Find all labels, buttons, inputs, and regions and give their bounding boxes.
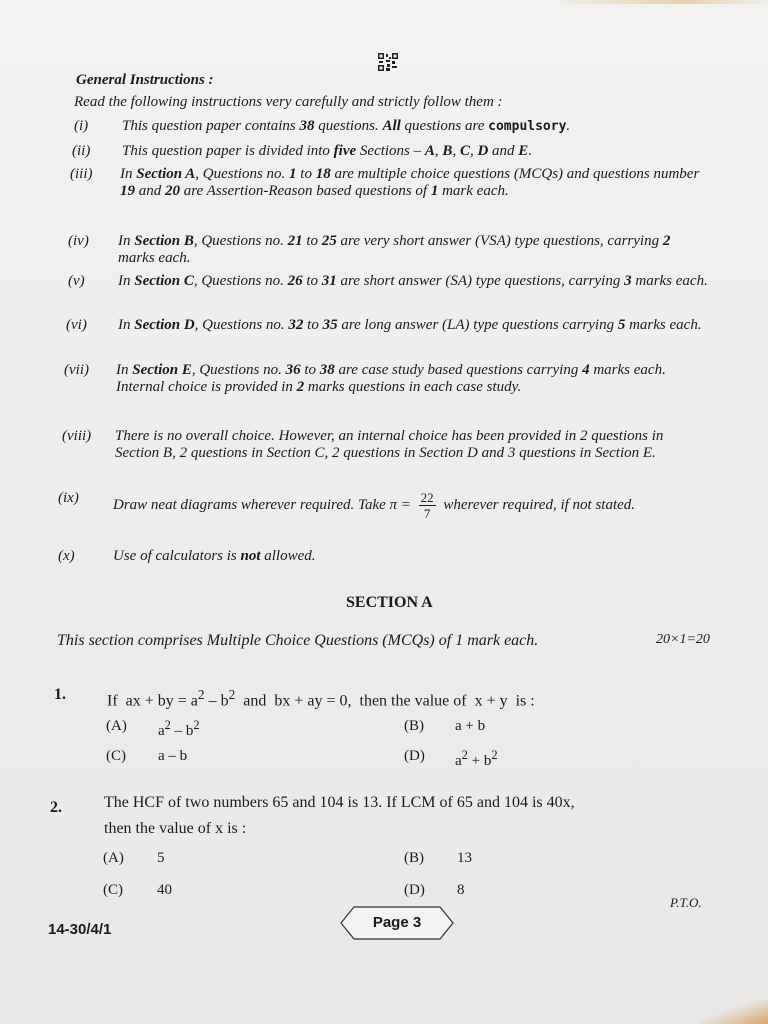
option-value: a – b	[158, 748, 188, 764]
option-label: (B)	[404, 850, 424, 866]
question-text: The HCF of two numbers 65 and 104 is 13. If LCM of 65 and 104 is 40x, then the value of x is :	[104, 794, 575, 837]
option-value: $a^2 - b^2$	[158, 718, 200, 739]
option-label: (A)	[106, 718, 127, 734]
page-number-box	[340, 906, 454, 940]
instruction-text: In Section C, Questions no. 26 to 31 are short answer (SA) type questions, carrying 3 marks each.	[118, 273, 708, 289]
instruction-text: This question paper is divided into five Sections – A, B, C, D and E.	[122, 143, 533, 159]
page-corner-shadow	[700, 1000, 768, 1024]
option-label: (D)	[404, 882, 425, 898]
option-value: 5	[157, 850, 165, 866]
section-description: This section comprises Multiple Choice Questions (MCQs) of 1 mark each.	[57, 632, 539, 649]
option-value: 40	[157, 882, 172, 898]
option-label: (C)	[103, 882, 123, 898]
question-text: If ax + by = $a^2 - b^2$ and bx + ay = 0, then the value of x + y is :	[107, 687, 535, 710]
section-marks: 20×1=20	[656, 632, 710, 647]
instruction-number: (iii)	[70, 166, 93, 182]
instruction-number: (i)	[74, 118, 89, 134]
instruction-text: In Section A, Questions no. 1 to 18 are multiple choice questions (MCQs) and questions number 19 and 20 are Assertion-Reason based questions of 1 mark each.	[120, 166, 700, 199]
instruction-number: (vii)	[64, 362, 89, 378]
instruction-text: In Section E, Questions no. 36 to 38 are case study based questions carrying 4 marks each. Internal choice is provided in 2 marks questions in each case study.	[116, 362, 666, 395]
option-value: 13	[457, 850, 472, 866]
question-number: 1.	[54, 686, 66, 703]
instruction-text: This question paper contains 38 questions. All questions are compulsory.	[122, 118, 571, 134]
general-instructions-title: General Instructions :	[76, 72, 214, 88]
instruction-number: (ii)	[72, 143, 91, 159]
pto-note: P.T.O.	[670, 895, 702, 910]
instruction-number: (v)	[68, 273, 85, 289]
instruction-text: In Section D, Questions no. 32 to 35 are long answer (LA) type questions carrying 5 marks each.	[118, 317, 702, 333]
option-value: 8	[457, 882, 465, 898]
instruction-number: (viii)	[62, 428, 92, 444]
section-title: SECTION A	[346, 594, 433, 611]
qr-code-icon	[377, 52, 399, 72]
option-label: (D)	[404, 748, 425, 764]
instruction-number: (ix)	[58, 490, 79, 506]
page-number: Page 3	[372, 914, 422, 931]
instruction-number: (x)	[58, 548, 75, 564]
option-label: (A)	[103, 850, 124, 866]
option-value: a + b	[455, 718, 486, 734]
instruction-number: (iv)	[68, 233, 89, 249]
instruction-text: In Section B, Questions no. 21 to 25 are very short answer (VSA) type questions, carrying 2 marks each.	[118, 233, 671, 266]
option-label: (B)	[404, 718, 424, 734]
page-edge-strip	[560, 0, 768, 4]
instruction-text: There is no overall choice. However, an internal choice has been provided in 2 questions in Section B, 2 questions in Section C, 2 questions in Section D and 3 questions in Section E.	[115, 428, 664, 461]
question-number: 2.	[50, 799, 62, 816]
option-label: (C)	[106, 748, 126, 764]
option-value: $a^2 + b^2$	[455, 748, 498, 769]
instruction-text: Use of calculators is not allowed.	[113, 548, 316, 564]
general-instructions-lead: Read the following instructions very carefully and strictly follow them :	[74, 94, 503, 110]
instruction-text: Draw neat diagrams wherever required. Take π = $\frac{22}{7}$ wherever required, if not stated.	[113, 490, 636, 521]
paper-code: 14-30/4/1	[48, 921, 112, 938]
instruction-number: (vi)	[66, 317, 87, 333]
